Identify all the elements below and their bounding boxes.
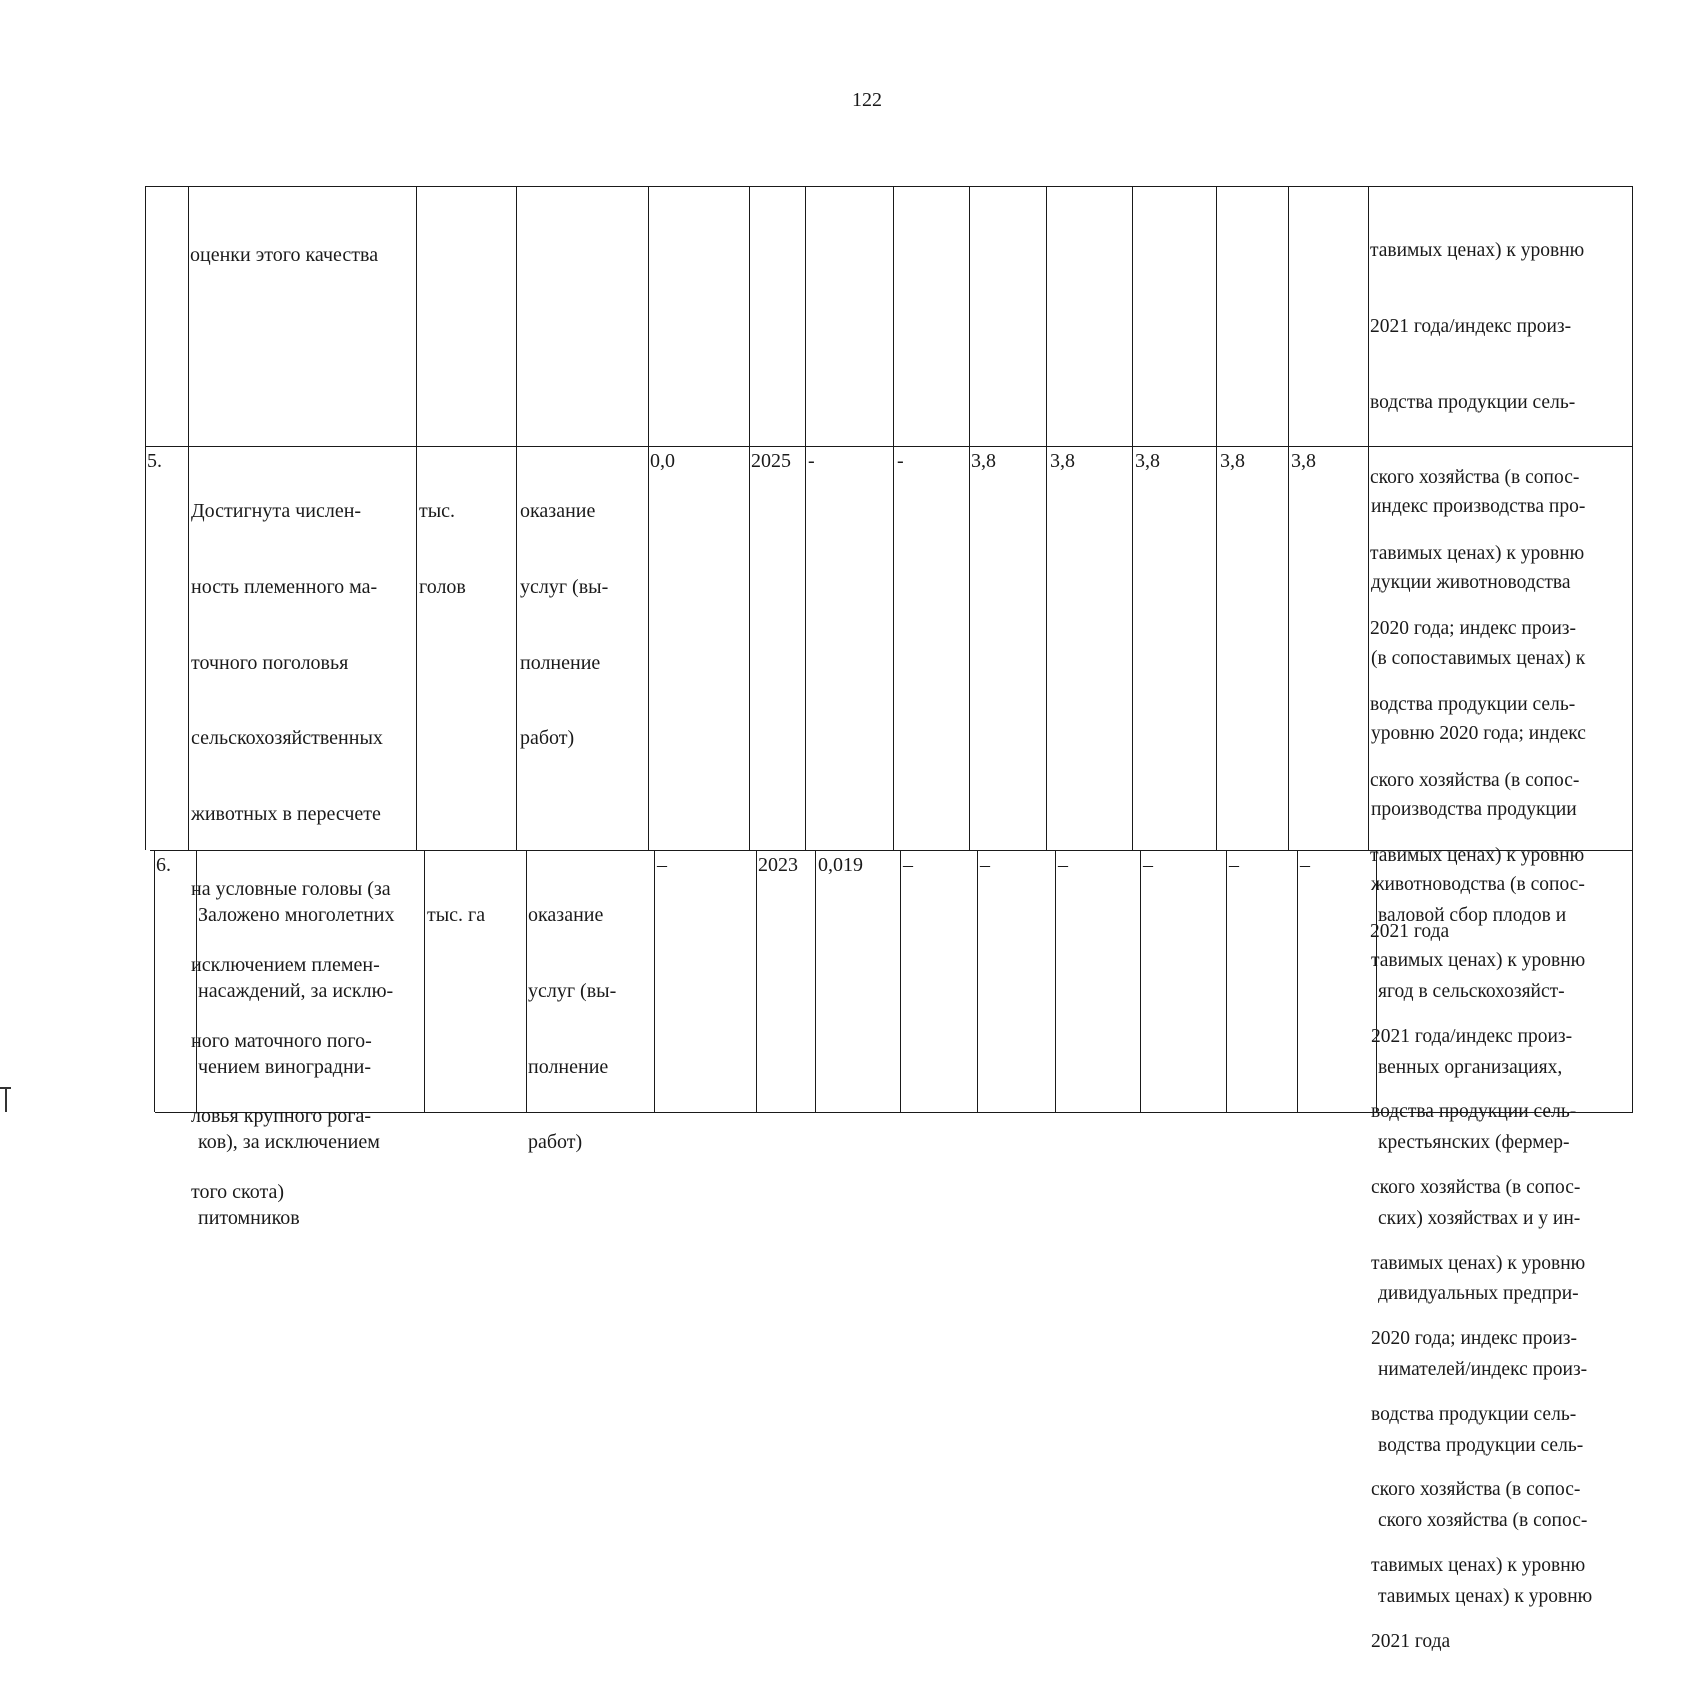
col-border [1140,850,1141,1112]
value-cell: – [1058,854,1068,876]
col-border [1368,186,1369,850]
indicator-cell: индекс производства про- дукции животноводства (в сопоставимых ценах) к уровню 2020 года; индекс производства продукции животноводства (в сопос- тавимых ценах) к уровню 2021 года/индекс произ- водства продукции сель- ского хозяйства (в сопос- тавимых ценах) к уровню 2020 года; индекс произ- водства продукции сель- ского хозяйства (в сопос- тавимых ценах) к уровню 2021 года [1371,496,1586,1652]
unit-cell: тыс. голов [419,500,466,599]
col-border [756,850,757,1112]
col-border [145,186,146,850]
value-cell: 3,8 [1135,450,1160,472]
col-border [1132,186,1133,850]
col-border [749,186,750,850]
result-cell: Достигнута числен- ность племенного ма- точного поголовья сельскохозяйственных животных в пересчете на условные головы (за исключением племен- ного маточного пого- ловья крупного рога- того скота) [191,500,391,1203]
col-border [654,850,655,1112]
col-border [977,850,978,1112]
result-cell: оценки этого качества [190,244,379,267]
col-border [1297,850,1298,1112]
value-cell: 3,8 [1050,450,1075,472]
col-border [893,186,894,850]
col-border [416,186,417,850]
col-border [154,850,155,1112]
scan-mark-vertical [5,1087,7,1112]
result-cell: Заложено многолетних насаждений, за исклю- чением виноградни- ков), за исключением питомников [198,904,395,1229]
value-cell: - [808,450,815,472]
value-cell: 0,019 [818,854,863,876]
base-value: – [657,854,667,876]
col-border [516,186,517,850]
value-cell: – [1229,854,1239,876]
value-cell: 3,8 [1220,450,1245,472]
value-cell: – [1143,854,1153,876]
col-border [1046,186,1047,850]
indicator-cell: валовой сбор плодов и ягод в сельскохозяйст- венных организациях, крестьянских (фермер- ских) хозяйствах и у ин- дивидуальных предпри- нимателей/индекс произ- водства продукции сель- ского хозяйства (в сопос- тавимых ценах) к уровню [1378,905,1593,1607]
value-cell: – [980,854,990,876]
col-border [424,850,425,1112]
col-border [1226,850,1227,1112]
type-cell: оказание услуг (вы- полнение работ) [528,904,617,1154]
col-border [648,186,649,850]
col-border [900,850,901,1112]
col-border [1632,186,1633,850]
row-number: 6. [156,854,171,876]
col-border [1216,186,1217,850]
col-border [969,186,970,850]
col-border [526,850,527,1112]
col-border [1632,850,1633,1112]
value-cell: – [903,854,913,876]
value-cell: – [1300,854,1310,876]
col-border [815,850,816,1112]
base-value: 0,0 [650,450,675,472]
col-border [188,186,189,850]
indicator-cell: тавимых ценах) к уровню 2021 года/индекс произ- водства продукции сель- ского хозяйства (в сопос- тавимых ценах) к уровню 2020 года; индекс произ- водства продукции сель- ского хозяйства (в сопос- тавимых ценах) к уровню 2021 года [1370,240,1585,942]
type-cell: оказание услуг (вы- полнение работ) [520,500,609,750]
base-year: 2023 [758,854,798,876]
page-number: 122 [852,89,882,111]
col-border [1055,850,1056,1112]
base-year: 2025 [751,450,791,472]
value-cell: 3,8 [971,450,996,472]
col-border [1288,186,1289,850]
value-cell: - [897,450,904,472]
unit-cell: тыс. га [427,904,486,927]
col-border [805,186,806,850]
table-top-border [145,186,1633,187]
row-number: 5. [147,450,162,472]
value-cell: 3,8 [1291,450,1316,472]
